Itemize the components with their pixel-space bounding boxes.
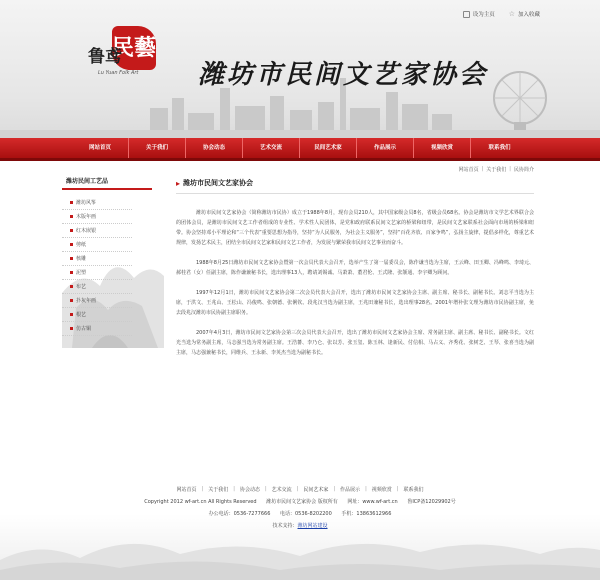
breadcrumb: [459, 166, 534, 173]
footer-link[interactable]: 作品展示: [340, 487, 361, 493]
breadcrumb-separator: |: [481, 166, 484, 172]
content-paragraph: 2007年4月3日，潍坊市民间文艺家协会第三次会员代表大会召开，选出了潍坊市民间文艺家协会主席、常务副主席、副主席、秘书长、副秘书长。文红光当选为常务副主席，马志强当选为常务副主席。王浩蕃、李乃仑、张以芳、张玉玺、陈玉林、逢新民、付信相、马占义、齐秀花、张树芝、王琴、张喜当选为副主席，马志强兼秘书长，同维兵、王永新、李英杰当选为副秘书长。: [176, 330, 534, 356]
nav-about[interactable]: 关于我们: [129, 138, 186, 158]
bullet-icon: [70, 271, 73, 274]
sidebar-item-label: 核雕: [76, 256, 87, 262]
top-links: [463, 10, 540, 18]
footer-phone-office: 办公电话：0536-7277666: [208, 511, 271, 517]
sidebar-item[interactable]: [62, 238, 132, 252]
sidebar-item-label: 扑灰年画: [76, 298, 97, 304]
sidebar-item[interactable]: [62, 308, 132, 322]
site-title: 潍坊市民间文艺家协会: [198, 60, 489, 90]
bullet-icon: [70, 243, 73, 246]
main-nav: [0, 138, 600, 158]
nav-news[interactable]: 协会动态: [186, 138, 243, 158]
nav-home[interactable]: 网站首页: [72, 138, 129, 158]
content-paragraph: 1997年12月1日，潍坊市民间文艺家协会第二次会员代表大会召开，选出了潍坊市民间文艺家协会主席、副主席、秘书长、副秘书长。刘志平当选为主席，于洪文、王兆山、王松山、冯俊鸣、张朝德、张俐钦、段兆汉当选为副主席，王兆田兼秘书长，选出理事28名。2001年增补张文理为潍坊市民协副主席，免去段兆汉潍坊市民协副主席职务。: [176, 290, 534, 316]
footer-link[interactable]: 联系我们: [403, 487, 424, 493]
breadcrumb-home[interactable]: 网站首页: [458, 167, 479, 173]
sidebar-item-label: 泥塑: [76, 270, 87, 276]
sidebar-item-label: 仿古铜: [76, 326, 92, 332]
content-paragraph: 1988年8月25日潍坊市民间文艺家协会暨第一次会员代表大会召开，选举产生了第一届委员会，陈作谦当选为主席，王云峰、田玉卿、冯峰鸣、李琦元、郝桂君（女）任副主席，陈作谦兼秘书长，选出理事13人，聘请刘锡诚、马萧萧、董君伦、王式隆、张颔通、李宇卿为顾问。: [176, 260, 534, 276]
nav-videos[interactable]: 视频欣赏: [414, 138, 471, 158]
heading-marker-icon: ▸: [176, 178, 181, 188]
footer-separator: |: [396, 486, 399, 492]
nav-contact[interactable]: 联系我们: [488, 145, 511, 151]
sidebar-item[interactable]: [62, 196, 132, 210]
footer-separator: |: [296, 486, 299, 492]
footer-phone-line: [0, 510, 600, 517]
footer-link[interactable]: 艺术交流: [271, 487, 292, 493]
sidebar-item[interactable]: [62, 322, 132, 336]
footer: [0, 470, 600, 580]
logo-text: 鲁鸢: [88, 47, 122, 67]
star-icon: ☆: [508, 9, 515, 18]
sidebar-list: [62, 196, 164, 336]
bullet-icon: [70, 299, 73, 302]
sidebar-item-label: 布艺: [76, 284, 87, 290]
footer-separator: |: [264, 486, 267, 492]
set-homepage-label: 设为主页: [472, 12, 495, 18]
nav-works[interactable]: 作品展示: [357, 138, 414, 158]
footer-org: 潍坊市民间文艺家协会 版权所有: [266, 499, 338, 505]
footer-link[interactable]: 关于我们: [208, 487, 229, 493]
footer-support-label: 技术支持：: [272, 523, 298, 529]
footer-separator: |: [365, 486, 367, 492]
sidebar-item[interactable]: [62, 280, 132, 294]
main-content: [176, 176, 534, 368]
footer-copyright-line: [0, 498, 600, 505]
heading-divider: [176, 193, 534, 194]
footer-copyright: Copyright 2012 wf-art.cn All Rights Reserved: [144, 499, 257, 505]
bullet-icon: [70, 327, 73, 330]
footer-mobile: 手机：13863612966: [341, 511, 392, 517]
nav-exchange[interactable]: 艺术交流: [243, 138, 300, 158]
sidebar-title: 潍坊民间工艺品: [66, 178, 109, 185]
sidebar-item[interactable]: [62, 210, 132, 224]
footer-link[interactable]: 民间艺术家: [303, 487, 329, 493]
footer-link[interactable]: 网站首页: [176, 487, 197, 493]
nav-divider: [0, 158, 600, 161]
breadcrumb-about[interactable]: 关于我们: [486, 167, 507, 173]
footer-phone: 电话：0536-8202200: [280, 511, 332, 517]
footer-site: 网址：www.wf-art.cn: [347, 499, 398, 505]
header: [0, 0, 600, 138]
breadcrumb-separator: |: [509, 166, 511, 172]
sidebar-item[interactable]: [62, 294, 132, 308]
footer-support-line: [0, 522, 600, 529]
logo-seal: 民藝: [112, 26, 156, 70]
sidebar-item-label: 红木嵌银: [76, 228, 97, 234]
bullet-icon: [70, 229, 73, 232]
sidebar-title-underline: [62, 188, 152, 190]
footer-link[interactable]: 视频欣赏: [371, 487, 392, 493]
sidebar-item[interactable]: [62, 252, 132, 266]
bullet-icon: [70, 285, 73, 288]
sidebar-item-label: 木版年画: [76, 214, 97, 220]
footer-link[interactable]: 协会动态: [239, 487, 260, 493]
sidebar-item-label: 潍坊风筝: [76, 200, 97, 206]
sidebar-item-label: 剪纸: [76, 242, 87, 248]
nav-artists[interactable]: 民间艺术家: [300, 138, 357, 158]
content-paragraph: 潍坊市民间文艺家协会（简称潍坊市民协）成立于1988年8月，现有会员210人，其中国家级会员8名，省级会员68名。协会是潍坊市文学艺术界联合会的团体会员，是潍坊市民间文艺工作者组成的专业性、学术性人民团体，是党和政府联系民间文艺家的桥梁和纽带，是民间文艺家联系社会面向市场的桥梁和纽带。协会坚持邓小平理论和“三个代表”重要思想为指导，坚持“为人民服务，为社会主义服务”，坚持“百花齐放、百家争鸣”，弘扬主旋律，提倡多样化，尊重艺术规律，发扬艺术民主，团结全市民间文艺家和民间文艺工作者，为发展与繁荣我市民间文艺事业而奋斗。: [176, 210, 534, 246]
set-homepage-link[interactable]: [463, 10, 495, 18]
footer-separator: |: [233, 486, 235, 492]
footer-icp: 鲁ICP备12029902号: [407, 499, 456, 505]
bullet-icon: [70, 201, 73, 204]
footer-support-link[interactable]: 潍坊网站建设: [297, 523, 328, 529]
add-favorite-link[interactable]: [509, 10, 540, 18]
home-icon: [463, 11, 470, 18]
sidebar-item-label: 根艺: [76, 312, 87, 318]
site-logo[interactable]: [72, 26, 172, 110]
bullet-icon: [70, 257, 73, 260]
content-title: 潍坊市民间文艺家协会: [183, 179, 254, 187]
sidebar-item[interactable]: [62, 266, 132, 280]
logo-subtitle: Lu Yuan Folk Art: [98, 70, 139, 76]
add-favorite-label: 加入收藏: [517, 12, 540, 18]
sidebar-item[interactable]: [62, 224, 132, 238]
footer-separator: |: [333, 486, 336, 492]
footer-links: [0, 486, 600, 493]
footer-mountains-illustration: [0, 520, 600, 580]
bullet-icon: [70, 215, 73, 218]
bullet-icon: [70, 313, 73, 316]
content-heading: [176, 176, 534, 190]
breadcrumb-current: 民协简介: [513, 167, 534, 173]
footer-separator: |: [201, 486, 204, 492]
